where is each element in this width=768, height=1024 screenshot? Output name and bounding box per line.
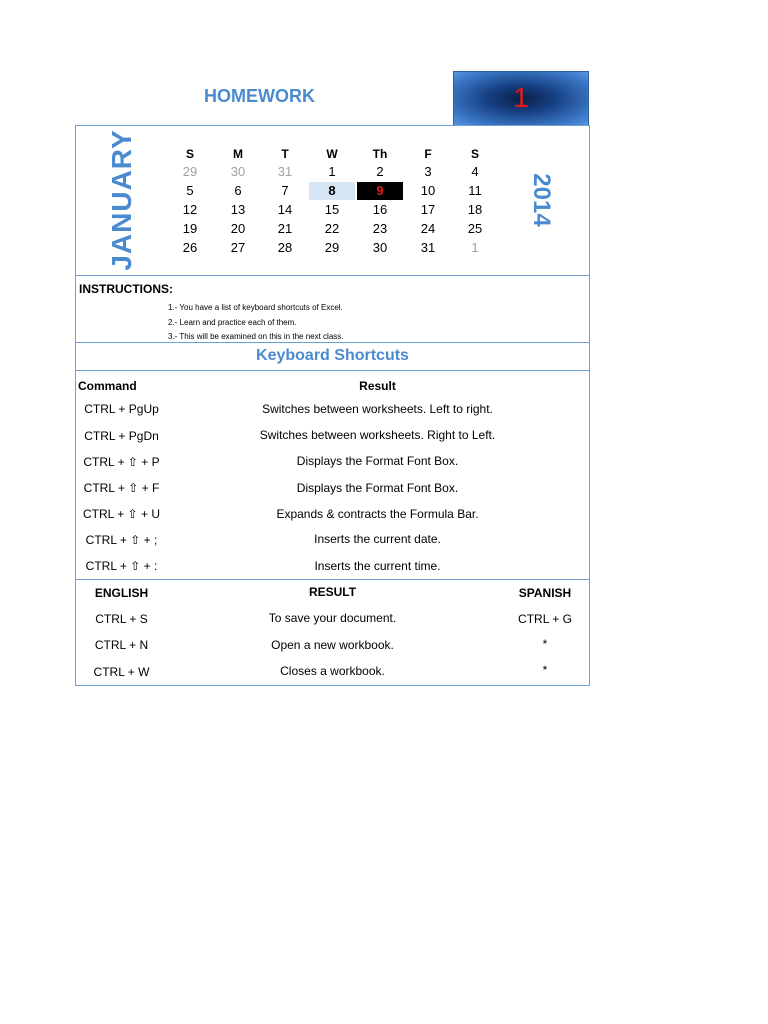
shortcut-command: CTRL + PgUp [84,402,159,416]
weekday-header: F [424,147,432,161]
calendar-day: 30 [230,164,246,179]
calendar-day: 20 [230,221,246,236]
english-shortcut: CTRL + S [95,612,148,626]
calendar-day: 29 [182,164,198,179]
shortcut-command: CTRL + ⇧ + : [85,559,158,573]
calendar-day: 31 [420,240,436,255]
calendar-day: 16 [372,202,388,217]
command-column-header: Command [78,379,137,393]
calendar-day: 12 [182,202,198,217]
divider [75,342,590,343]
weekday-header: Th [372,147,388,161]
translation-result: Open a new workbook. [271,638,394,652]
calendar-day: 21 [277,221,293,236]
instruction-line: 2.- Learn and practice each of them. [168,318,297,327]
calendar-day: 1 [328,164,336,179]
shortcut-result: Switches between worksheets. Right to Left. [259,428,496,442]
shortcut-result: Inserts the current time. [314,559,441,573]
instruction-line: 3.- This will be examined on this in the next class. [168,332,344,341]
translation-result: To save your document. [268,611,397,625]
instruction-line: 1.- You have a list of keyboard shortcuts of Excel. [168,303,343,312]
english-shortcut: CTRL + N [94,638,149,652]
calendar-day: 4 [471,164,479,179]
english-column-header: ENGLISH [94,586,149,600]
translation-result: Closes a workbook. [280,664,385,678]
shortcut-result: Inserts the current date. [314,532,441,546]
calendar-day: 31 [277,164,293,179]
calendar-day: 28 [277,240,293,255]
calendar-day: 3 [424,164,432,179]
page-title: HOMEWORK [204,86,315,106]
calendar-day: 10 [420,183,436,198]
shortcut-result: Switches between worksheets. Left to right. [262,402,493,416]
calendar-day: 17 [420,202,436,217]
calendar-day: 24 [420,221,436,236]
calendar-day: 11 [468,183,482,198]
spanish-shortcut: * [542,663,548,677]
calendar-day: 19 [182,221,198,236]
shortcut-command: CTRL + ⇧ + ; [85,533,158,547]
homework-number-badge [453,71,589,126]
instructions-title: INSTRUCTIONS: [79,282,173,296]
homework-number: 1 [513,82,529,113]
calendar-day: 29 [324,240,340,255]
calendar-day-highlight: 8 [309,182,355,200]
calendar-day: 15 [324,202,340,217]
calendar-day: 13 [230,202,246,217]
shortcuts-title: Keyboard Shortcuts [256,347,409,364]
calendar-day: 22 [324,221,340,236]
calendar-day: 5 [186,183,194,198]
calendar-day: 26 [182,240,198,255]
shortcut-command: CTRL + ⇧ + P [83,455,160,469]
calendar-year: 2014 [528,173,555,227]
shortcut-command: CTRL + ⇧ + F [83,481,160,495]
calendar-day-today: 9 [357,182,403,200]
calendar-day: 6 [234,183,242,198]
shortcut-result: Expands & contracts the Formula Bar. [276,507,479,521]
calendar-day: 7 [281,183,289,198]
calendar-day: 14 [277,202,293,217]
divider [75,370,590,371]
shortcut-result: Displays the Format Font Box. [296,454,459,468]
shortcut-result: Displays the Format Font Box. [296,481,459,495]
spanish-shortcut: * [542,637,548,651]
weekday-header: T [281,147,289,161]
calendar-day: 27 [230,240,246,255]
result-column-header: RESULT [308,585,357,599]
calendar-month: JANUARY [106,129,137,271]
divider [75,579,590,580]
shortcut-command: CTRL + PgDn [84,429,159,443]
spanish-column-header: SPANISH [518,586,572,600]
divider [75,275,590,276]
result-column-header: Result [359,379,396,393]
weekday-header: S [185,147,194,161]
calendar-day: 30 [372,240,388,255]
weekday-header: W [326,147,338,161]
calendar-day: 2 [376,164,384,179]
spanish-shortcut: CTRL + G [518,612,572,626]
shortcut-command: CTRL + ⇧ + U [83,507,160,521]
calendar-day: 25 [467,221,483,236]
calendar-day: 1 [471,240,479,255]
weekday-header: S [470,147,479,161]
english-shortcut: CTRL + W [93,665,150,679]
calendar-day: 18 [467,202,483,217]
weekday-header: M [233,147,243,161]
calendar-day: 23 [372,221,388,236]
